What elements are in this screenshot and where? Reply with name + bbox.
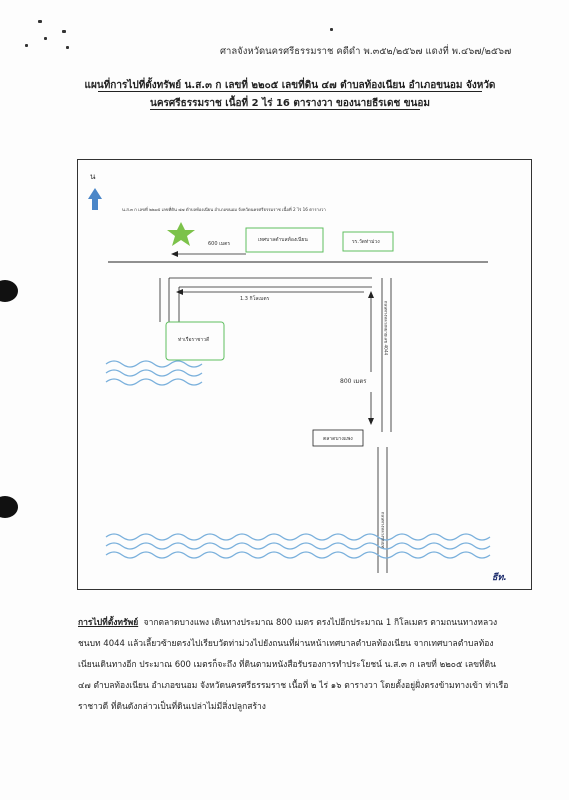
ferry-pier-label: ท่าเรือราชาวดี (178, 337, 210, 343)
property-caption: น.ส.๓ ก เลขที่ ๒๒๐๕ เลขที่ดิน ๔๗ ตำบลท้องเนียน อำเภอขนอม จังหวัดนครศรีธรรมราช เนื้อที่ 2 ไร่ 16 ตารางวา (122, 207, 326, 212)
travel-note-label: การไปที่ตั้งทรัพย์ (78, 618, 139, 628)
scan-speck (44, 37, 47, 40)
scan-speck (330, 28, 333, 31)
travel-note-line-3: เนียนเดินทางอีก ประมาณ 600 เมตรก็จะถึง ที่ดินตามหนังสือรับรองการทำประโยชน์ น.ส.๓ ก เลขที่ ๒๒๐๕ เลขที่ดิน (78, 660, 496, 670)
title-underline (150, 109, 420, 110)
travel-note (78, 613, 538, 718)
school-label: รร.วัดท่าม่วง (352, 239, 380, 245)
map-drawing (78, 160, 533, 591)
travel-note-line-5: ราชาวดี ที่ดินดังกล่าวเป็นที่ดินเปล่าไม่มีสิ่งปลูกสร้าง (78, 702, 266, 712)
travel-note-line-1 (78, 613, 538, 634)
distance-top-label: 600 เมตร (208, 241, 231, 247)
title-underline (98, 91, 482, 92)
travel-note-line-4: ๔๗ ตำบลท้องเนียน อำเภอขนอม จังหวัดนครศรีธรรมราช เนื้อที่ ๒ ไร่ ๑๖ ตารางวา โดยตั้งอยู่ฝั่งตรงข้ามทางเข้า ท่าเรือ (78, 681, 509, 691)
north-arrow-icon (92, 198, 98, 210)
scan-speck (66, 46, 69, 49)
sea-waves-top (106, 361, 202, 385)
scan-speck (38, 20, 42, 23)
document-title-line-2: นครศรีธรรมราช เนื้อที่ 2 ไร่ 16 ตารางวา ของนายธีรเดช ขนอม (149, 98, 430, 109)
punch-hole-mark (0, 496, 18, 518)
route-arrowhead-up-icon (368, 291, 374, 298)
property-star-icon (167, 222, 195, 246)
lower-road-label: ถนนทางหลวงชนบท (380, 511, 386, 549)
distance-middle-label: 1.3 กิโลเมตร (240, 296, 270, 302)
document-title-line-1: แผนที่การไปที่ตั้งทรัพย์ น.ส.๓ ก เลขที่ ๒๒๐๕ เลขที่ดิน ๔๗ ตำบลท้องเนียน อำเภอขนอม จังหวัด (84, 80, 496, 91)
court-case-line: ศาลจังหวัดนครศรีธรรมราช คดีดำ พ.๓๕๒/๒๕๖๗ แดงที่ พ.๔๖๗/๒๕๖๗ (220, 46, 512, 57)
scan-speck (62, 30, 66, 33)
punch-hole-mark (0, 280, 18, 302)
map-north-label: น (90, 172, 96, 181)
map-frame (77, 159, 532, 590)
route-arrowhead-down-icon (368, 418, 374, 425)
north-arrow-head-icon (88, 188, 102, 199)
travel-note-line-2: ชนบท 4044 แล้วเลี้ยวซ้ายตรงไปเรียบวัดท่าม่วงไปยังถนนที่ผ่านหน้าเทศบาลตำบลท้องเนียน จากเทศบาลตำบลท้อง (78, 639, 494, 649)
route-arrowhead-left-icon (171, 251, 178, 257)
market-label: ตลาดบางแพง (323, 436, 353, 442)
distance-vertical-label: 800 เมตร (340, 378, 367, 385)
travel-note-text-1: จากตลาดบางแพง เดินทางประมาณ 800 เมตร ตรงไปอีกประมาณ 1 กิโลเมตร ตามถนนทางหลวง (143, 618, 498, 628)
sea-waves-bottom (106, 534, 490, 558)
scan-speck (25, 44, 28, 47)
signature: ธีท. (492, 573, 507, 583)
municipal-office-label: เทศบาลตำบลท้องเนียน (258, 237, 308, 243)
highway-label: ถนนทางหลวงหมายเลข 4044 (383, 300, 389, 356)
route-arrowhead-left-icon (176, 289, 183, 295)
